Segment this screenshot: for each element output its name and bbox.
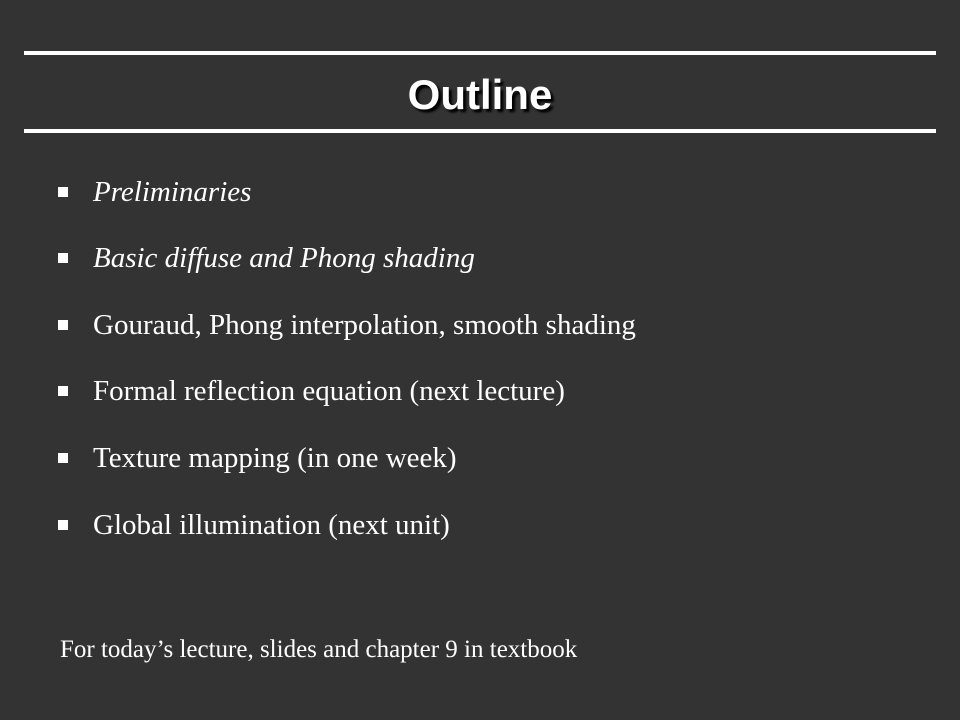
square-bullet-icon	[58, 320, 68, 330]
bullet-item	[58, 305, 938, 345]
title-top-rule	[24, 51, 936, 55]
bullet-text: Global illumination (next unit)	[93, 508, 450, 541]
square-bullet-icon	[58, 187, 68, 197]
title-bottom-rule	[24, 129, 936, 133]
bullet-text: Formal reflection equation (next lecture)	[93, 374, 565, 407]
bullet-item	[58, 505, 938, 545]
bullet-item	[58, 371, 938, 411]
square-bullet-icon	[58, 453, 68, 463]
bullet-text: Basic diffuse and Phong shading	[93, 241, 475, 274]
bullet-text: Gouraud, Phong interpolation, smooth shading	[93, 308, 636, 341]
square-bullet-icon	[58, 386, 68, 396]
bullet-item	[58, 438, 938, 478]
bullet-item	[58, 238, 938, 278]
slide-title: Outline	[407, 71, 553, 118]
square-bullet-icon	[58, 253, 68, 263]
bullet-text: Preliminaries	[93, 175, 252, 208]
footer-note: For today’s lecture, slides and chapter 9 in textbook	[60, 636, 578, 663]
bullet-text: Texture mapping (in one week)	[93, 441, 457, 474]
bullet-item	[58, 172, 938, 212]
square-bullet-icon	[58, 520, 68, 530]
